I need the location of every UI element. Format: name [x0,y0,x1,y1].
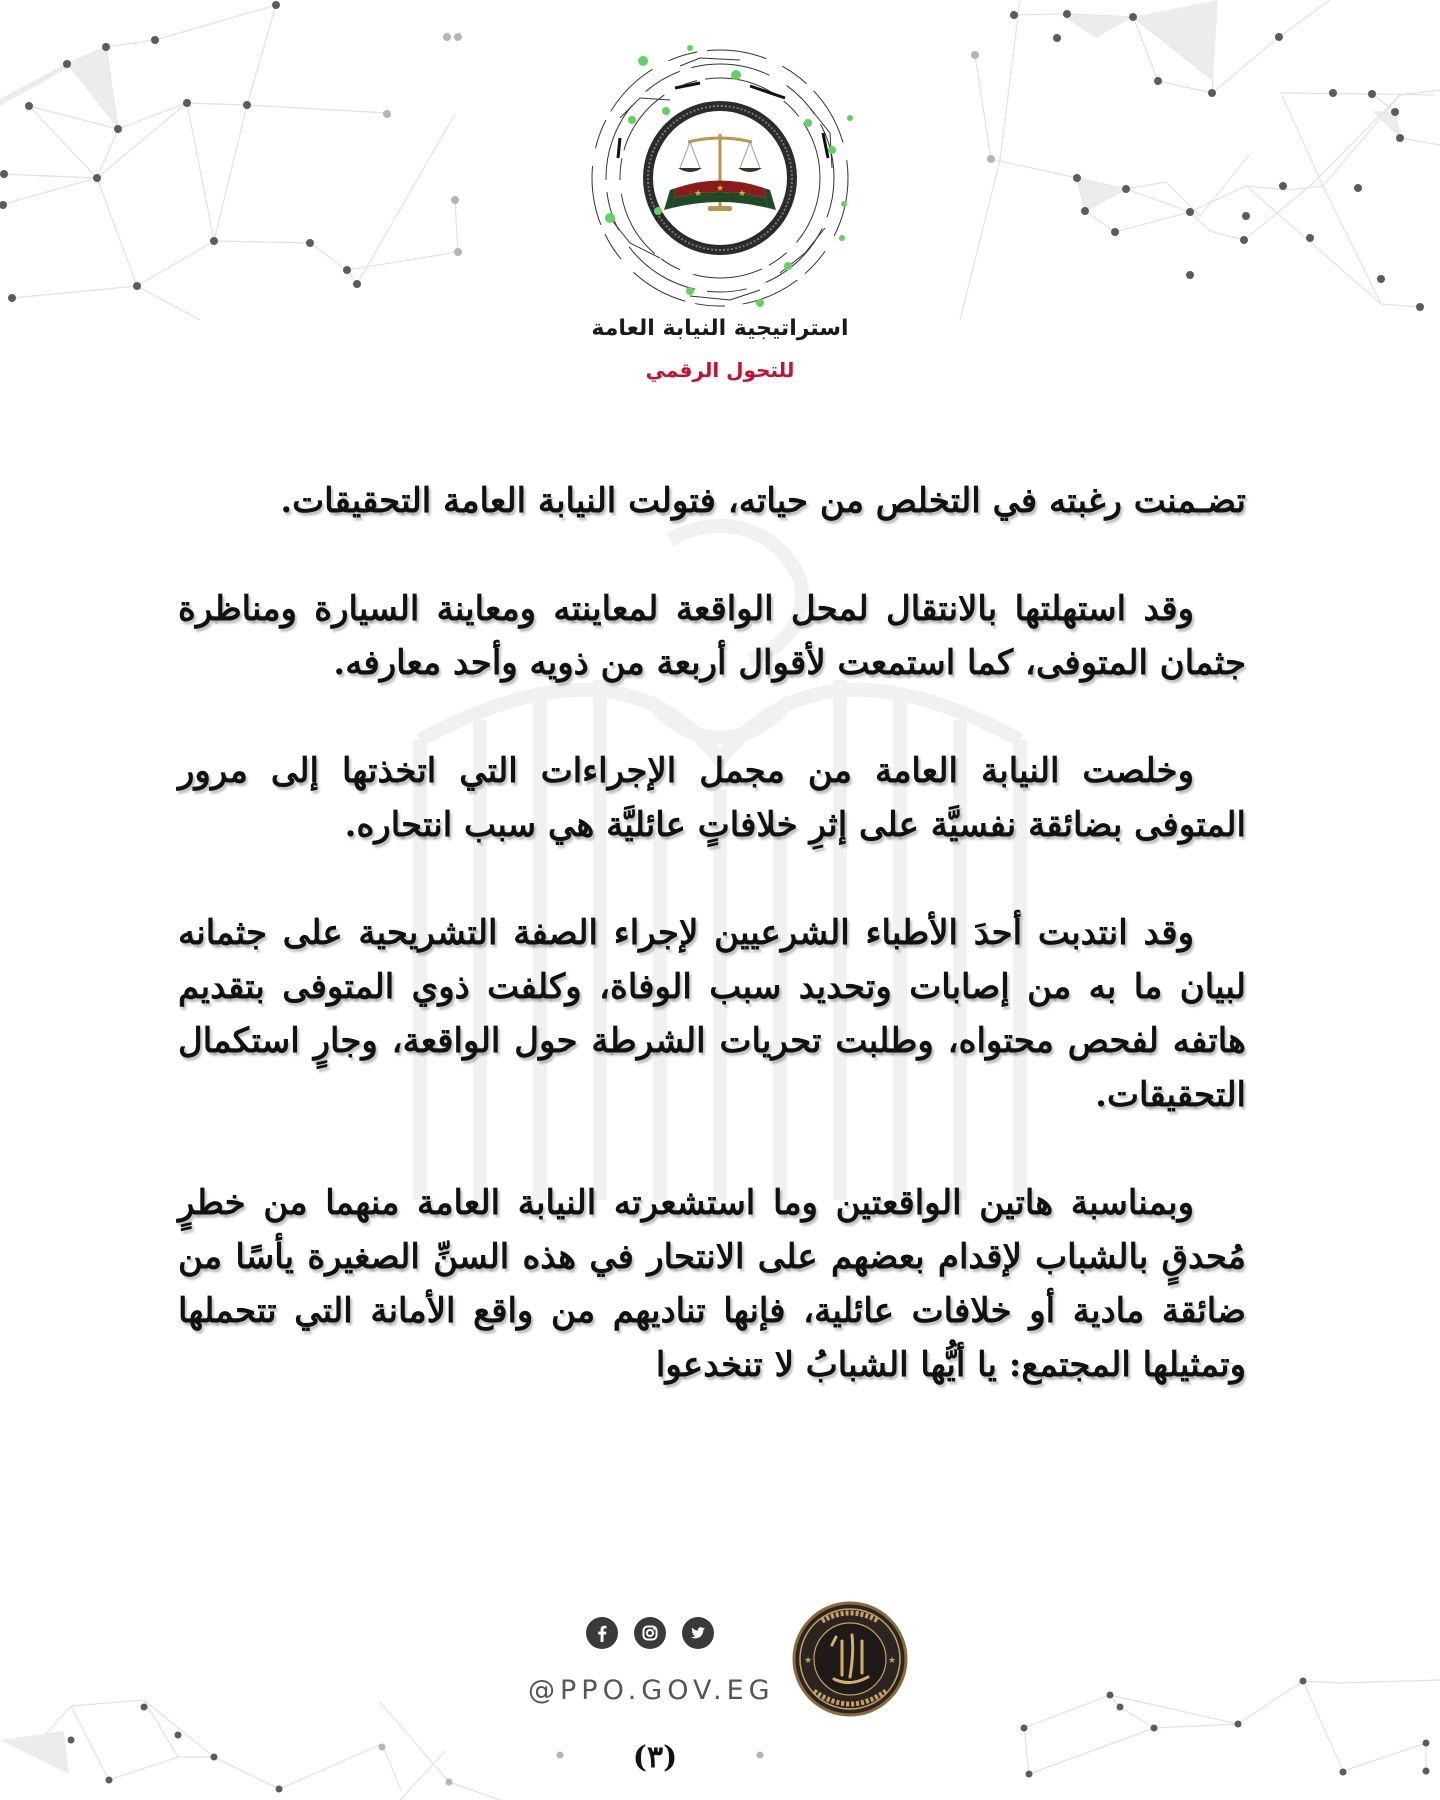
svg-text:★: ★ [715,184,725,194]
statement-body [178,474,1246,1392]
paragraph-3: وخلصت النيابة العامة من مجمل الإجراءات التي اتخذتها إلى مرور المتوفى بضائقة نفسيَّة على إثرِ خلافاتٍ عائليَّة هي سبب انتحاره. [178,751,1246,845]
strategy-subtitle: للتحول الرقمي [645,358,795,382]
instagram-icon[interactable] [634,1617,666,1649]
page-number: (٣) [632,1740,678,1775]
strategy-title: استراتيجية النيابة العامة [591,316,849,341]
paragraph-2: وقد استهلتها بالانتقال لمحل الواقعة لمعاينته ومعاينة السيارة ومناظرة جثمان المتوفى، كما استمعت لأقوال أربعة من ذويه وأحد معارفه. [178,589,1246,683]
svg-text:★: ★ [693,189,703,199]
social-links [586,1617,714,1649]
paragraph-1: تضـمنت رغبته في التخلص من حياته، فتولت النيابة العامة التحقيقات. [280,481,1246,521]
svg-text:★: ★ [737,189,747,199]
media-office-seal [792,1601,908,1717]
paragraph-5: وبمناسبة هاتين الواقعتين وما استشعرته النيابة العامة منهما من خطرٍ مُحدقٍ بالشباب لإقدام بعضهم على الانتحار في هذه السنِّ الصغيرة يأسًا من ضائقة مادية أو خلافات عائلية، فإنها تناديهم من واقع الأمانة التي تتحملها وتمثيلها المجتمع: يا أيُّها الشبابُ لا تنخدعوا [178,1183,1246,1385]
website-handle[interactable]: @PPO.GOV.EG [528,1675,775,1706]
digital-transformation-emblem [580,38,860,318]
twitter-icon[interactable] [682,1617,714,1649]
facebook-icon[interactable] [586,1617,618,1649]
svg-text:★: ★ [888,1656,897,1666]
paragraph-4: وقد انتدبت أحدَ الأطباء الشرعيين لإجراء الصفة التشريحية على جثمانه لبيان ما به من إصابات وتحديد سبب الوفاة، وكلفت ذوي المتوفى بتقديم هاتفه لفحص محتواه، وطلبت تحريات الشرطة حول الواقعة، وجارٍ استكمال التحقيقات. [178,913,1246,1115]
svg-text:★: ★ [804,1656,813,1666]
